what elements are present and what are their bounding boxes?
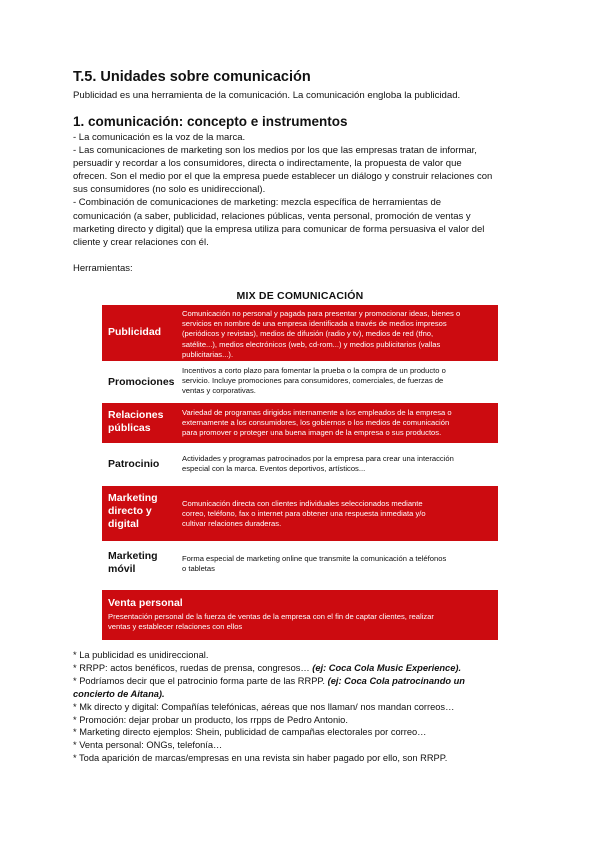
mix-title: MIX DE COMUNICACIÓN <box>236 290 364 302</box>
mix-row-desc: Comunicación no personal y pagada para presentar y promocionar ideas, bienes o servicios en nombre de una empresa identificada a través de medios impresos (periódicos y revistas), medios de difusión (radio y tv), medios de red (tfno, satélite...), medios electrónicos (web, cd-rom...) y medios publicitarios (vallas publicitarias...). <box>182 309 461 359</box>
body-line: - Combinación de comunicaciones de marketing: mezcla específica de herramientas de <box>73 197 442 209</box>
body-line: persuadir y recordar a los consumidores, directa o indirectamente, la propuesta de valor que <box>73 158 462 170</box>
body-line: cliente y crear relaciones con él. <box>73 236 209 248</box>
mix-row-name: Patrocinio <box>108 458 160 470</box>
mix-row-name: Marketing directo y digital <box>108 492 158 530</box>
mix-row-relaciones-publicas <box>102 403 498 443</box>
mix-row-promociones <box>102 362 498 402</box>
note-item: * Podríamos decir que el patrocinio forma parte de las RRPP. (ej: Coca Cola patrocinando un <box>73 675 465 686</box>
mix-row-publicidad <box>102 305 498 361</box>
mix-row-name: Venta personal <box>108 597 183 609</box>
mix-row-name: Publicidad <box>108 326 162 338</box>
note-item: * Marketing directo ejemplos: Shein, publicidad de campañas electorales por correo… <box>73 727 427 738</box>
body-line: comunicación (a saber, publicidad, relaciones públicas, venta personal, promoción de ventas y <box>73 210 471 222</box>
mix-row-desc: Incentivos a corto plazo para fomentar la prueba o la compra de un producto o servicio. Incluye promociones para consumidores, comerciales, de fuerzas de ventas y corporativas. <box>182 366 446 396</box>
mix-row-name: Relaciones públicas <box>108 409 164 434</box>
body-line: ofrecen. Son el medio por el que la empresa puede establecer un diálogo y construir relaciones con <box>73 171 493 183</box>
mix-row-desc: Presentación personal de la fuerza de ventas de la empresa con el fin de captar clientes, realizar ventas y establecer relaciones con ellos <box>108 612 434 632</box>
body-line: sus consumidores (no solo es unidireccional). <box>73 184 266 196</box>
body-line: - La comunicación es la voz de la marca. <box>73 132 246 143</box>
mix-row-desc: Actividades y programas patrocinados por la empresa para crear una interacción especial con la marca. Eventos deportivos, artísticos... <box>182 454 454 474</box>
note-item: * RRPP: actos benéficos, ruedas de prensa, congresos… (ej: Coca Cola Music Experience). <box>73 662 462 673</box>
section-heading: 1. comunicación: concepto e instrumentos <box>73 114 348 129</box>
note-item: * La publicidad es unidireccional. <box>73 650 209 660</box>
note-item: concierto de Aitana). <box>73 688 165 699</box>
mix-row-marketing-movil <box>102 546 498 582</box>
body-line: - Las comunicaciones de marketing son los medios por los que las empresas tratan de informar, <box>73 145 477 157</box>
tools-label: Herramientas: <box>73 263 133 274</box>
page-title: T.5. Unidades sobre comunicación <box>73 69 311 85</box>
mix-row-venta-personal <box>102 590 498 640</box>
mix-row-desc: Forma especial de marketing online que transmite la comunicación a teléfonos o tabletas <box>182 554 447 574</box>
mix-row-name: Marketing móvil <box>108 550 158 575</box>
mix-row-patrocinio <box>102 448 498 482</box>
mix-row-desc: Variedad de programas dirigidos internamente a los empleados de la empresa o externamente a los consumidores, los gobiernos o los medios de comunicación para promover o proteger una buena imagen de la empresa o sus productos. <box>182 408 452 438</box>
mix-row-marketing-directo <box>102 486 498 541</box>
mix-row-name: Promociones <box>108 376 175 388</box>
note-item: * Toda aparición de marcas/empresas en una revista sin haber pagado por ello, son RRPP. <box>73 753 448 764</box>
note-item: * Promoción: dejar probar un producto, los rrpps de Pedro Antonio. <box>73 714 348 725</box>
body-line: marketing directo y digital) que la empresa utiliza para comunicar de forma persuasiva el valor del <box>73 223 485 235</box>
section-body <box>73 131 533 249</box>
note-item: * Mk directo y digital: Compañías telefónicas, aéreas que nos llaman/ nos mandan correos… <box>73 701 455 712</box>
note-item: * Venta personal: ONGs, telefonía… <box>73 740 223 751</box>
page-subtitle: Publicidad es una herramienta de la comunicación. La comunicación engloba la publicidad. <box>73 90 461 101</box>
notes-list <box>73 649 543 765</box>
mix-row-desc: Comunicación directa con clientes individuales seleccionados mediante correo, teléfono, fax o internet para obtener una respuesta inmediata y/o cultivar relaciones duraderas. <box>182 499 426 529</box>
